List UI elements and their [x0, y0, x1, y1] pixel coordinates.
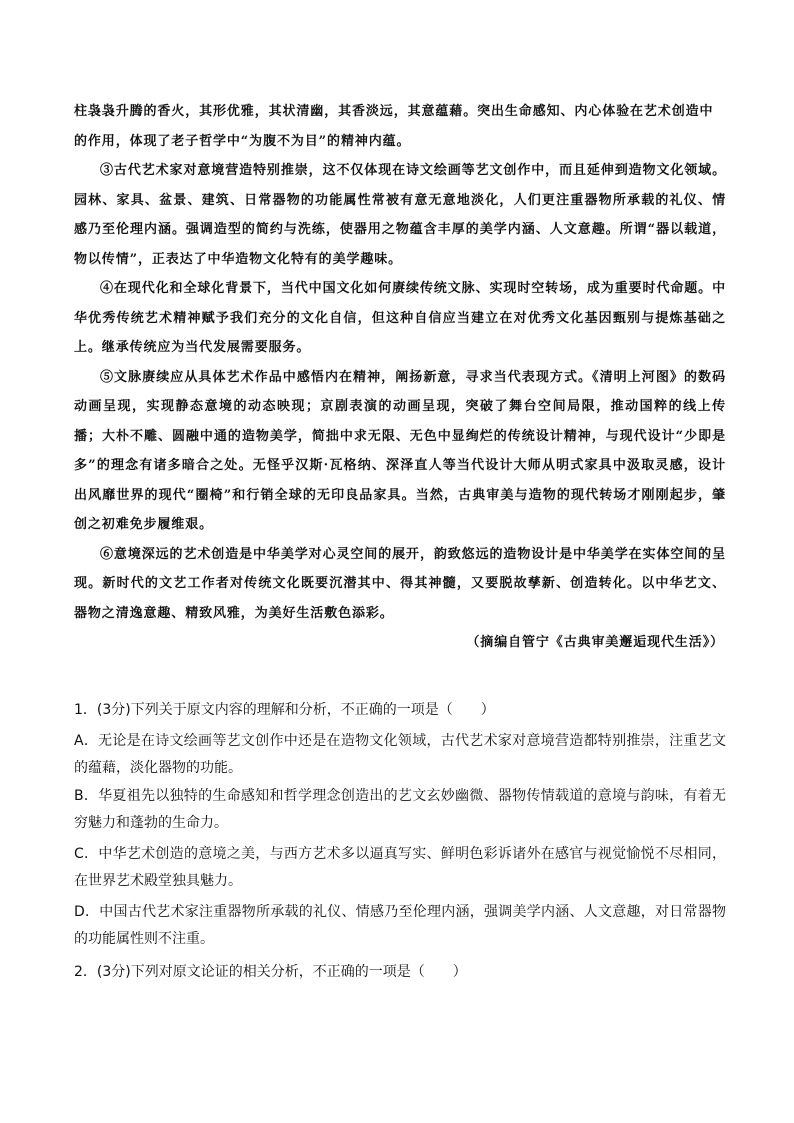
question-1-option-c: C．中华艺术创造的意境之美，与西方艺术多以逼真写实、鲜明色彩诉诸外在感官与视觉愉悦不尽相同，在世界艺术殿堂独具魅力。 [74, 845, 726, 889]
passage-paragraph-4: ④在现代化和全球化背景下，当代中国文化如何赓续传统文脉、实现时空转场，成为重要时代命题。中华优秀传统艺术精神赋予我们充分的文化自信，但这种自信应当建立在对优秀文化基因甄别与提炼基础之上。继承传统应为当代发展需要服务。 [74, 281, 726, 355]
passage-source: （摘编自管宁《古典审美邂逅现代生活》） [466, 635, 724, 650]
passage-paragraph-3: ③古代艺术家对意境营造特别推崇，这不仅体现在诗文绘画等艺文创作中，而且延伸到造物文化领域。园林、家具、盆景、建筑、日常器物的功能属性常被有意无意地淡化，人们更注重器物所承载的礼仪、情感乃至伦理内涵。强调造型的简约与洗练，使器用之物蕴含丰厚的美学内涵、人文意趣。所谓“器以载道，物以传情”，正表达了中华造物文化特有的美学趣味。 [74, 163, 726, 267]
passage-line: 柱袅袅升腾的香火，其形优雅，其状清幽，其香淡远，其意蕴藉。突出生命感知、内心体验在艺术创造中 [74, 104, 714, 119]
passage-line: 的作用，体现了老子哲学中“为腹不为目”的精神内蕴。 [74, 133, 411, 149]
question-1-stem: 1．(3分)下列关于原文内容的理解和分析，不正确的一项是（ ） [74, 702, 495, 718]
question-section [74, 697, 726, 986]
passage-paragraph-5: ⑤文脉赓续应从具体艺术作品中感悟内在精神，阐扬新意，寻求当代表现方式。《清明上河图》的数码动画呈现，实现静态意境的动态映现；京剧表演的动画呈现，突破了舞台空间局限，推动国粹的线上传播；大朴不雕、圆融中通的造物美学，简拙中求无限、无色中显绚烂的传统设计精神，与现代设计“少即是多”的理念有诸多暗合之处。无怪乎汉斯·瓦格纳、深泽直人等当代设计大师从明式家具中汲取灵感，设计出风靡世界的现代“圈椅”和行销全球的无印良品家具。当然，古典审美与造物的现代转场才刚刚起步，肇创之初难免步履维艰。 [74, 369, 726, 532]
passage-paragraph-6: ⑥意境深远的艺术创造是中华美学对心灵空间的展开，韵致悠远的造物设计是中华美学在实体空间的呈现。新时代的文艺工作者对传统文化既要沉潜其中、得其神髓，又要脱故孳新、创造转化。以中华艺文、器物之清逸意趣、精致风雅，为美好生活敷色添彩。 [74, 546, 726, 621]
reading-passage [74, 97, 726, 658]
question-1-option-d: D．中国古代艺术家注重器物所承载的礼仪、情感乃至伦理内涵，强调美学内涵、人文意趣，对日常器物的功能属性则不注重。 [74, 903, 726, 947]
question-2-stem: 2．(3分)下列对原文论证的相关分析，不正确的一项是（ ） [74, 963, 467, 980]
question-1-option-b: B．华夏祖先以独特的生命感知和哲学理念创造出的艺文玄妙幽微、器物传情载道的意境与韵味，有着无穷魅力和蓬勃的生命力。 [74, 787, 726, 831]
question-1-option-a: A．无论是在诗文绘画等艺文创作中还是在造物文化领域，古代艺术家对意境营造都特别推崇，注重艺文的蕴藉，淡化器物的功能。 [74, 732, 726, 776]
